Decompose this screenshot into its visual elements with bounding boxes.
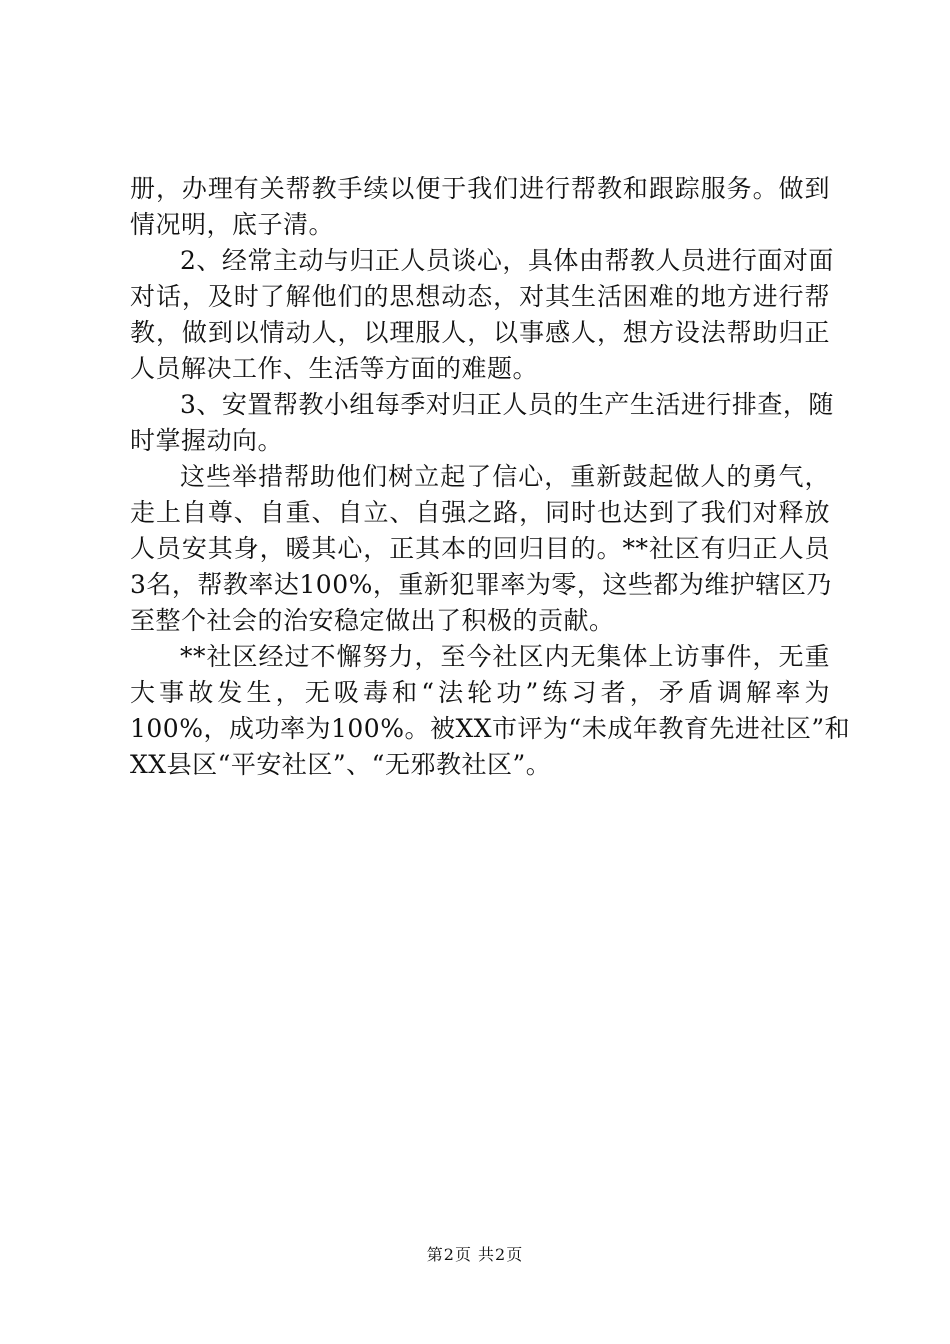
text-line: 教，做到以情动人，以理服人，以事感人，想方设法帮助归正 [130, 318, 830, 347]
text-line: 时掌握动向。 [130, 426, 284, 455]
text-line: 册，办理有关帮教手续以便于我们进行帮教和跟踪服务。做到 [130, 174, 830, 203]
text-line: 走上自尊、自重、自立、自强之路，同时也达到了我们对释放 [130, 498, 830, 527]
text-line: 3名，帮教率达100%，重新犯罪率为零，这些都为维护辖区乃 [130, 570, 832, 599]
text-line: 至整个社会的治安稳定做出了积极的贡献。 [130, 606, 615, 635]
text-line: 大事故发生，无吸毒和“法轮功”练习者，矛盾调解率为 [130, 678, 830, 707]
text-line: 人员解决工作、生活等方面的难题。 [130, 354, 539, 383]
text-line: 人员安其身，暖其心，正其本的回归目的。**社区有归正人员 [130, 534, 830, 563]
text-line: XX县区“平安社区”、“无邪教社区”。 [130, 750, 552, 779]
page-number-footer: 第2页 共2页 [426, 1245, 524, 1264]
text-line: 这些举措帮助他们树立起了信心，重新鼓起做人的勇气， [180, 462, 830, 491]
text-line: 100%，成功率为100%。被XX市评为“未成年教育先进社区”和 [130, 714, 851, 743]
document-body [130, 171, 851, 783]
text-line: 对话，及时了解他们的思想动态，对其生活困难的地方进行帮 [130, 282, 830, 311]
text-line: **社区经过不懈努力，至今社区内无集体上访事件，无重 [180, 642, 830, 671]
text-line: 2、经常主动与归正人员谈心，具体由帮教人员进行面对面 [180, 246, 834, 275]
text-line: 3、安置帮教小组每季对归正人员的生产生活进行排查，随 [180, 390, 834, 419]
text-line: 情况明，底子清。 [130, 210, 335, 239]
